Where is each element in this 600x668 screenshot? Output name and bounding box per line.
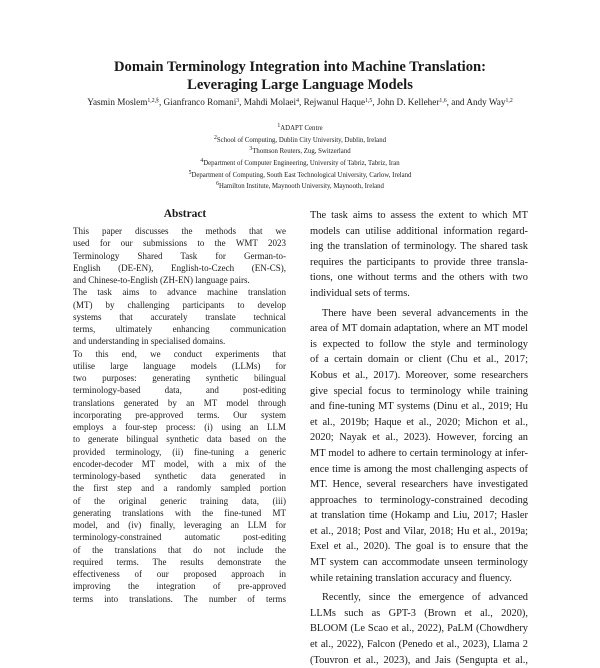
body-text-line: Kobus et al., 2017). Moreover, some researchers xyxy=(310,369,528,381)
body-text-line: 2020; Nayak et al., 2023). However, forcing an xyxy=(310,432,528,444)
affiliation-marker: 2 xyxy=(214,134,217,141)
abstract-line: required terms. The results demonstrate the xyxy=(73,556,286,567)
abstract-line: incorporating pre-approved terms. Our system xyxy=(73,409,286,420)
body-text-line: (Touvron et al., 2023), and Jais (Sengupta et al., xyxy=(310,654,528,666)
abstract-line: utilise large language models (LLMs) for xyxy=(73,360,286,371)
body-text-line: ence time is among the most challenging aspects of xyxy=(310,463,528,475)
body-text-line: et al., 2019b; Haque et al., 2020; Michon et al., xyxy=(310,416,528,428)
affiliation-marker: 5 xyxy=(188,169,192,176)
author-affiliation-marker: 4 xyxy=(296,98,299,104)
abstract-line: terminology-constrained automatic post-editing xyxy=(73,532,286,543)
body-text-line: individual sets of terms. xyxy=(310,287,410,299)
abstract-line: translations generated by an MT model through xyxy=(73,397,286,408)
abstract-line: and understanding in specialised domains. xyxy=(73,336,226,347)
abstract-line: terms, ultimately enhancing communication xyxy=(73,324,286,334)
body-text-line: requires the participants to provide three transla- xyxy=(310,256,528,268)
body-text-line: area of MT domain adaptation, where an MT model xyxy=(310,323,528,335)
abstract-line: terms into translations. The number of terms xyxy=(73,593,286,604)
author-affiliation-marker: 1,2 xyxy=(505,98,513,104)
right-column-text xyxy=(310,208,528,668)
body-text-line: give special focus to terminology while training xyxy=(310,385,528,397)
abstract-line: used for our submissions to the WMT 2023 xyxy=(73,238,286,249)
abstract-line: model, and (iv) finally, leveraging an LLM for xyxy=(73,520,286,530)
affiliation-line: $^4$Department of Computer Engineering, University of Tabriz, Tabriz, Iran xyxy=(200,158,400,168)
abstract-line: and Chinese-to-English (ZH-EN) language pairs. xyxy=(73,275,250,285)
abstract-line: two purposes: generating synthetic bilingual xyxy=(73,373,286,383)
body-text-line: MT. Hence, several researchers have investigated xyxy=(310,479,528,491)
body-text-line: MT model to adhere to certain terminology at infer- xyxy=(310,447,528,459)
body-text-line: of a certain domain or client (Chu et al., 2017; xyxy=(310,354,528,366)
body-text-line: BLOOM (Le Scao et al., 2022), PaLM (Chowdhery xyxy=(310,623,528,635)
affiliation-line: $^6$Hamilton Institute, Maynooth University, Maynooth, Ireland xyxy=(216,181,384,191)
body-text-line: and fine-tuning MT systems (Dinu et al., 2019; Hu xyxy=(310,401,528,413)
author-affiliation-marker: 1,5 xyxy=(365,98,373,104)
body-text-line: tions, one without terms and the others with two xyxy=(310,272,528,284)
affiliation-line: $^5$Department of Computing, South East Technological University, Carlow, Ireland xyxy=(188,169,412,179)
author-name: Andy Way$^{1,2}$ xyxy=(466,97,513,107)
author-name: Yasmin Moslem$^{1,2,\S}$ xyxy=(87,97,159,107)
affiliation-line: $^3$Thomson Reuters, Zug, Switzerland xyxy=(249,146,351,156)
body-text-line: LLMs such as GPT-3 (Brown et al., 2020), xyxy=(310,607,528,619)
body-text-line: ing the translation of terminology. The shared task xyxy=(310,241,528,253)
body-text-line: The task aims to assess the extent to which MT xyxy=(310,210,528,221)
affiliation-marker: 4 xyxy=(200,158,204,165)
affiliation-list xyxy=(0,121,600,191)
author-affiliation-marker: 3 xyxy=(236,98,240,104)
author-name: Gianfranco Romani$^3$ xyxy=(163,97,240,107)
body-text-line: is expected to follow the style and terminology xyxy=(310,338,528,350)
body-text-line: Recently, since the emergence of advanced xyxy=(322,592,528,604)
abstract-line: to generate bilingual synthetic data based on the xyxy=(73,434,286,445)
abstract-line: of the original generic training data, (iii) xyxy=(73,495,286,506)
abstract-line: (MT) by challenging participants to develop xyxy=(73,299,286,310)
abstract-heading: Abstract xyxy=(163,208,207,220)
abstract-line: This paper discusses the methods that we xyxy=(73,226,286,236)
author-affiliation-marker: 1,2,§ xyxy=(147,98,159,104)
abstract-line: generating translations with the fine-tuned MT xyxy=(73,507,286,518)
abstract-line: encoder-decoder MT model, with a mix of the xyxy=(73,458,286,469)
abstract-line: provided terminology, (ii) fine-tuning a generic xyxy=(73,446,286,457)
title-line-2: Leveraging Large Language Models xyxy=(187,77,413,93)
author-affiliation-marker: 1,6 xyxy=(439,98,447,104)
abstract-line: terminology-based data, and post-editing xyxy=(73,385,286,396)
body-text-line: models can utilise additional information regard- xyxy=(310,225,528,237)
body-text-line: approaches to terminology-constrained decoding xyxy=(310,494,528,506)
affiliation-marker: 1 xyxy=(277,123,281,129)
abstract-line: improving the integration of pre-approved xyxy=(73,581,286,592)
author-list: Yasmin Moslem$^{1,2,\S}$, Gianfranco Romani$^3$, Mahdi Molaei$^4$, Rejwanul Haque$^{1,5}$, John D. Kelleher$^{1,6}$, and Andy Way$^{1,2}$ xyxy=(87,97,513,107)
body-text-line: et al., 2018; Post and Vilar, 2018; Hu et al., 2019a; xyxy=(310,525,528,537)
abstract-line: systems that accurately translate technical xyxy=(73,311,286,322)
body-text-line: while retaining translation accuracy and fluency. xyxy=(310,572,512,584)
affiliation-marker: 6 xyxy=(216,181,219,188)
body-text-line: at translation time (Hokamp and Liu, 2017; Hasler xyxy=(310,510,528,522)
body-text-line: MT system can accommodate unseen terminology xyxy=(310,557,528,569)
abstract-line: terminology-based synthetic data generated in xyxy=(73,471,286,481)
title-line-1: Domain Terminology Integration into Machine Translation: xyxy=(113,59,487,75)
affiliation-line: $^2$School of Computing, Dublin City University, Dublin, Ireland xyxy=(214,134,386,144)
body-text-line: There have been several advancements in the xyxy=(322,307,528,319)
affiliation-marker: 3 xyxy=(249,146,253,153)
author-name: Rejwanul Haque$^{1,5}$ xyxy=(303,97,373,107)
author-name: John D. Kelleher$^{1,6}$ xyxy=(376,97,447,107)
abstract-line: of the translations that do not include the xyxy=(73,544,286,555)
abstract-body xyxy=(73,225,286,605)
abstract-line: the first step and a randomly sampled portion xyxy=(73,483,286,494)
abstract-line: English (DE-EN), English-to-Czech (EN-CS), xyxy=(73,262,286,273)
body-text-line: Exel et al., 2020). The goal is to ensure that the xyxy=(310,541,528,553)
abstract-line: The task aims to advance machine translation xyxy=(73,287,286,298)
paper-title xyxy=(0,58,600,94)
author-name: Mahdi Molaei$^4$ xyxy=(243,97,299,107)
affiliation-line: $^1$ADAPT Centre xyxy=(277,123,323,132)
abstract-line: employs a four-step process: (i) using an LLM xyxy=(73,422,286,432)
abstract-line: To this end, we conduct experiments that xyxy=(73,348,286,359)
abstract-line: Terminology Shared Task for German-to- xyxy=(73,250,286,261)
body-text-line: et al., 2022), Falcon (Penedo et al., 2023), Llama 2 xyxy=(310,639,528,651)
abstract-line: effectiveness of our proposed approach in xyxy=(73,569,286,579)
